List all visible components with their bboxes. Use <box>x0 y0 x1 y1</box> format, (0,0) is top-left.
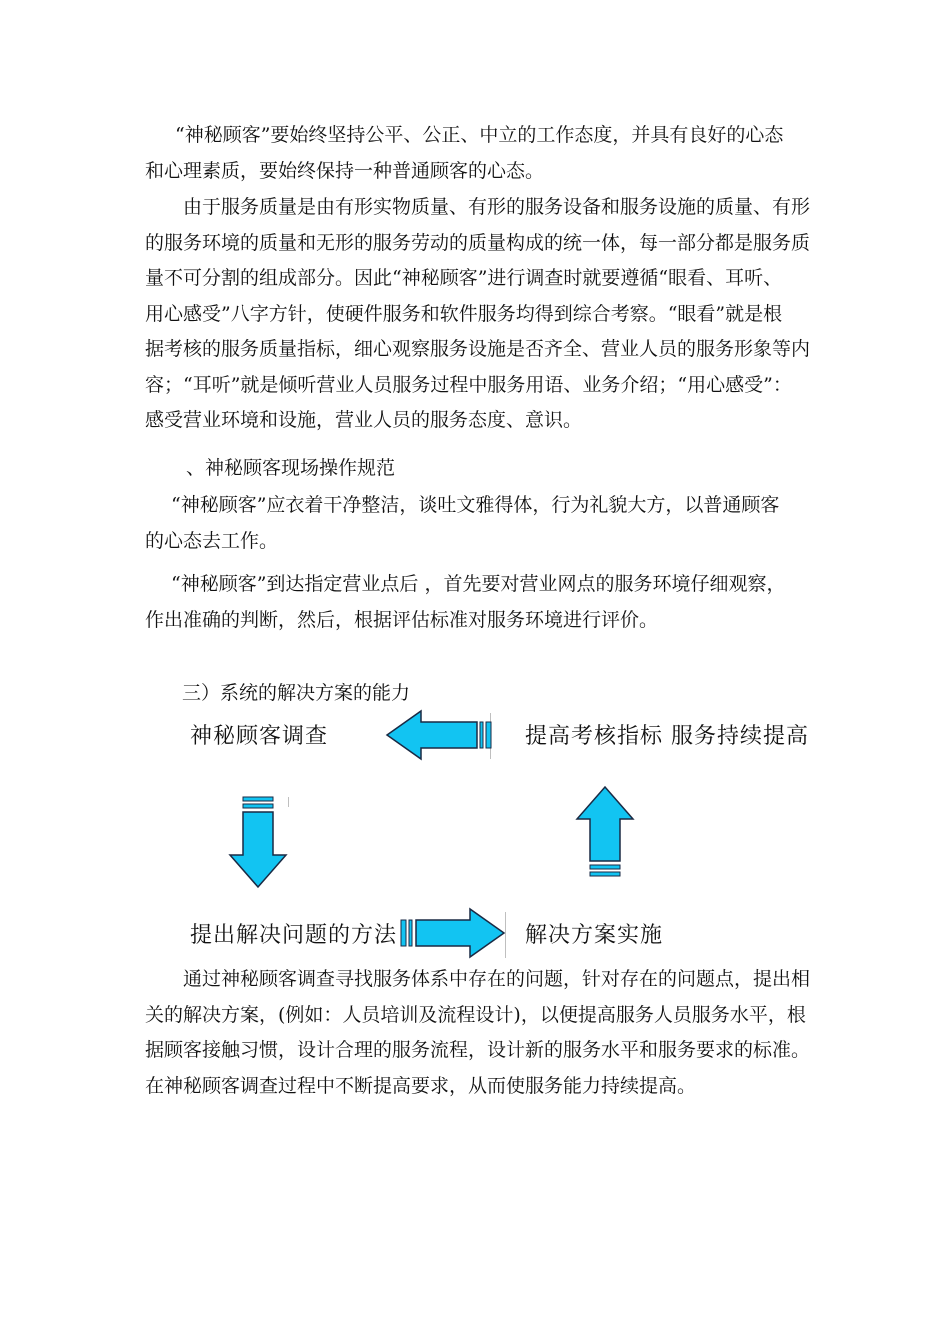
paragraph-line: 由于服务质量是由有形实物质量、有形的服务设备和服务设施的质量、有形 <box>183 196 811 218</box>
paragraph-line: 量不可分割的组成部分。因此“神秘顾客”进行调查时就要遵循“眼看、耳听、 <box>145 267 783 289</box>
paragraph-line: 在神秘顾客调查过程中不断提高要求，从而使服务能力持续提高。 <box>145 1074 697 1097</box>
paragraph-observation <box>145 567 810 638</box>
paragraph-dress-code <box>145 488 810 559</box>
paragraph-line: “神秘顾客”应衣着干净整洁，谈吐文雅得体，行为礼貌大方，以普通顾客 <box>171 494 780 516</box>
arrow-stripe <box>486 722 491 748</box>
arrow-shape <box>230 812 286 887</box>
paragraph-service-quality <box>145 190 810 439</box>
paragraph-line: 作出准确的判断，然后，根据评估标准对服务环境进行评价。 <box>145 608 659 631</box>
paragraph-line: 和心理素质，要始终保持一种普通顾客的心态。 <box>145 159 545 182</box>
paragraph-conclusion <box>145 962 810 1104</box>
arrow-shape <box>416 909 504 957</box>
arrow-up-icon <box>573 785 637 881</box>
paragraph-line: 通过神秘顾客调查寻找服务体系中存在的问题，针对存在的问题点，提出相 <box>183 968 811 990</box>
paragraph-line: 据顾客接触习惯，设计合理的服务流程，设计新的服务水平和服务要求的标准。 <box>145 1039 811 1061</box>
paragraph-line: 的心态去工作。 <box>145 529 279 552</box>
arrow-down-icon <box>226 795 290 891</box>
node-method: 提出解决问题的方法 <box>190 923 398 948</box>
paragraph-line: “神秘顾客”要始终坚持公平、公正、中立的工作态度，并具有良好的心态 <box>175 124 784 146</box>
paragraph-line: “神秘顾客”到达指定营业点后 ，首先要对营业网点的服务环境仔细观察， <box>171 573 786 595</box>
section-heading: 三）系统的解决方案的能力 <box>182 682 411 704</box>
paragraph-line: 的服务环境的质量和无形的服务劳动的质量构成的统一体，每一部分都是服务质 <box>145 231 811 254</box>
node-implement: 解决方案实施 <box>525 923 664 948</box>
node-survey: 神秘顾客调查 <box>190 724 329 749</box>
paragraph-line: 据考核的服务质量指标，细心观察服务设施是否齐全、营业人员的服务形象等内 <box>145 338 811 360</box>
arrow-stripe <box>480 722 483 748</box>
arrow-stripe <box>409 920 412 946</box>
paragraph-line: 关的解决方案，(例如：人员培训及流程设计)，以便提高服务人员服务水平，根 <box>145 1003 806 1026</box>
arrow-stripe <box>590 865 620 869</box>
node-improve: 提高考核指标 服务持续提高 <box>525 724 809 749</box>
arrow-stripe <box>401 920 406 946</box>
arrow-shape <box>577 787 633 861</box>
arrow-left-icon <box>385 709 495 761</box>
arrow-stripe <box>243 797 273 801</box>
arrow-right-icon <box>398 907 508 959</box>
subsection-heading: 、神秘顾客现场操作规范 <box>186 457 396 479</box>
paragraph-line: 容；“耳听”就是倾听营业人员服务过程中服务用语、业务介绍；“用心感受”： <box>145 373 792 396</box>
paragraph-attitude <box>145 118 810 189</box>
paragraph-line: 用心感受”八字方针，使硬件服务和软件服务均得到综合考察。“眼看”就是根 <box>145 302 783 325</box>
arrow-stripe <box>243 804 273 808</box>
arrow-stripe <box>590 872 620 876</box>
arrow-shape <box>387 711 477 759</box>
paragraph-line: 感受营业环境和设施，营业人员的服务态度、意识。 <box>145 409 583 431</box>
